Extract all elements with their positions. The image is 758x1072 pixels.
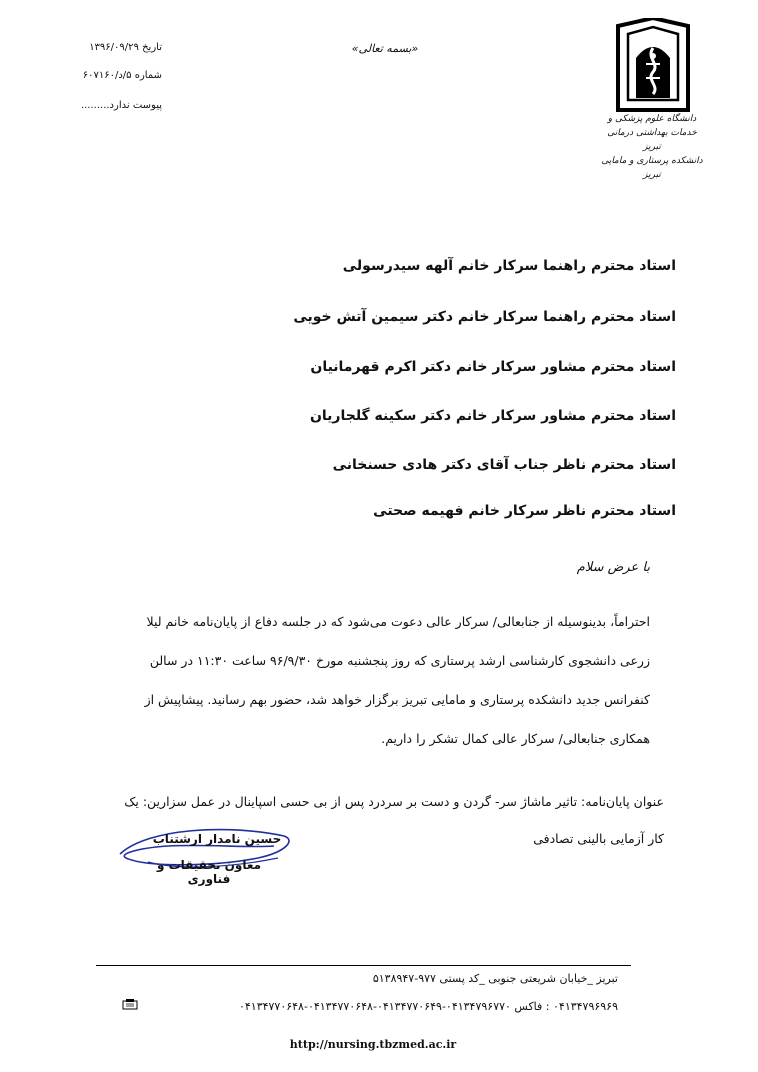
number-value: ۵/د/۶۰۷۱۶۰ bbox=[82, 70, 132, 81]
website-url[interactable]: http://nursing.tbzmed.ac.ir bbox=[289, 1038, 457, 1051]
signatory-name: حسین نامدار ارشتناب bbox=[152, 832, 282, 846]
body-line: زرعی دانشجوی کارشناسی ارشد پرستاری که روز پنجشنبه مورخ ۹۶/۹/۳۰ ساعت ۱۱:۳۰ در سالن bbox=[149, 653, 650, 668]
footer-divider bbox=[96, 965, 631, 966]
body-line: همکاری جنابعالی/ سرکار عالی کمال تشکر را داریم. bbox=[381, 731, 650, 746]
logo-caption: دانشگاه علوم پزشکی و خدمات بهداشتی درمانی تبریز دانشکده پرستاری و مامایی تبریز bbox=[601, 114, 703, 180]
greeting: با عرض سلام bbox=[576, 560, 650, 575]
date-label: تاریخ bbox=[142, 42, 162, 53]
addressee-line: استاد محترم راهنما سرکار خانم آلهه سیدرسولی bbox=[342, 258, 676, 274]
body-paragraph bbox=[100, 602, 650, 758]
bismillah: «بسمه تعالی» bbox=[351, 42, 419, 55]
addressee-line: استاد محترم راهنما سرکار خانم دکتر سیمین آتش خویی bbox=[293, 309, 676, 325]
phone-fax-icon bbox=[122, 998, 138, 1010]
signatory-title: معاون تحقیقات و فناوری bbox=[156, 858, 262, 886]
subject-line: کار آزمایی بالینی تصادفی bbox=[533, 831, 664, 846]
body-line: احتراماً، بدینوسیله از جنابعالی/ سرکار عالی دعوت می‌شود که در جلسه دفاع از پایان‌نامه خانم لیلا bbox=[146, 614, 650, 629]
date-value: ۱۳۹۶/۰۹/۲۹ bbox=[89, 42, 139, 53]
addressee-line: استاد محترم مشاور سرکار خانم دکتر اکرم قهرمانیان bbox=[310, 359, 676, 375]
footer-address: تبریز _خیابان شریعتی جنوبی _کد پستی ۹۷۷-۵۱۳۸۹۴۷ bbox=[372, 972, 618, 985]
addressee-line: استاد محترم مشاور سرکار خانم دکتر سکینه گلجاریان bbox=[309, 408, 676, 424]
date-line bbox=[52, 42, 162, 53]
addressee-line: استاد محترم ناظر سرکار خانم فهیمه صحتی bbox=[373, 503, 676, 519]
number-label: شماره bbox=[134, 70, 162, 81]
number-line bbox=[52, 70, 162, 81]
addressee-line: استاد محترم ناظر جناب آقای دکتر هادی حسنخانی bbox=[332, 457, 676, 473]
body-line: کنفرانس جدید دانشکده پرستاری و مامایی تبریز برگزار خواهد شد، حضور بهم رسانید. پیشاپیش از bbox=[144, 692, 650, 707]
footer-phones: ۰۴۱۳۴۷۹۶۹۶۹ : فاکس ۰۴۱۳۴۷۹۶۷۷۰-۰۴۱۳۴۷۷۰۶۴۹-۰۴۱۳۴۷۷۰۶۴۸-۰۴۱۳۴۷۷۰۶۴۸ bbox=[238, 1000, 618, 1013]
subject-line: عنوان پایان‌نامه: تاثیر ماشاژ سر- گردن و دست بر سردرد پس از بی حسی اسپاینال در عمل سزارین: یک bbox=[124, 794, 664, 809]
attachment-line: پیوست ندارد......... bbox=[80, 100, 162, 111]
